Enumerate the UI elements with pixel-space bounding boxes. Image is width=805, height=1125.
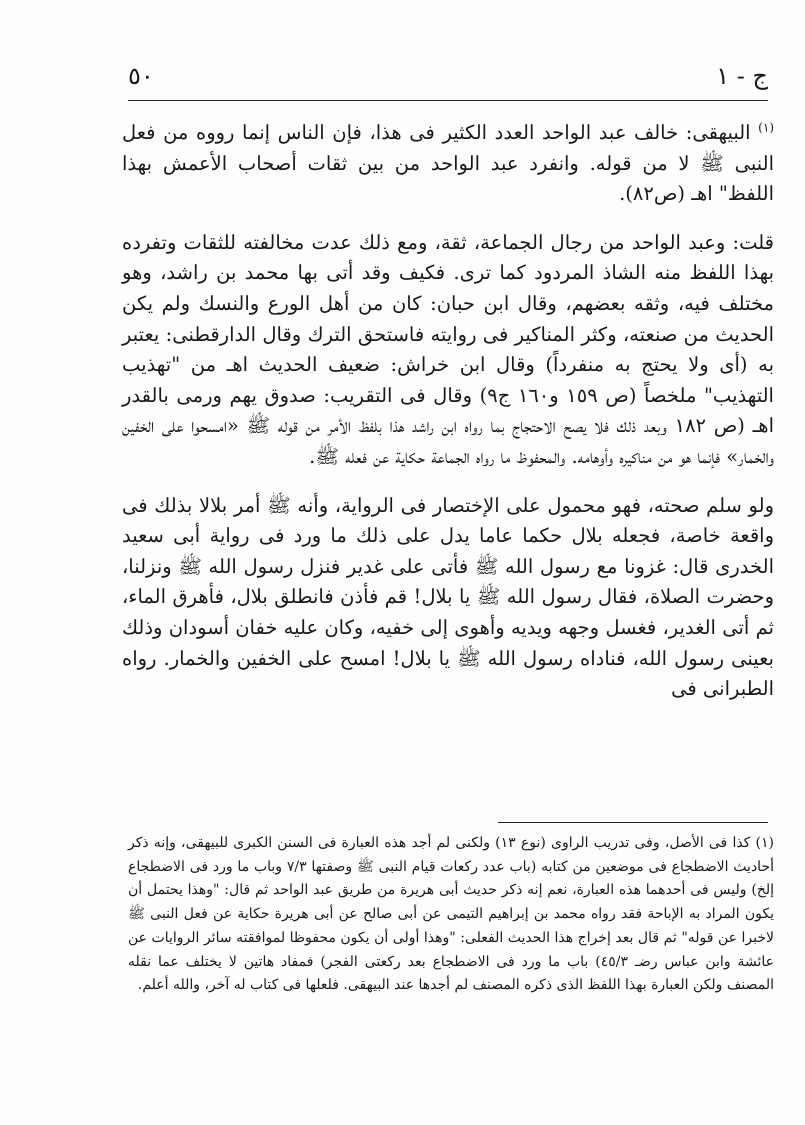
header-rule (128, 100, 768, 101)
footnotes (128, 832, 774, 998)
paragraph-3: ولو سلم صحته، فهو محمول على الإختصار فى الرواية، وأنه ﷺ أمر بلالا بذلك فى واقعة خاصة، فجعله بلال حكما عاما يدل على ذلك ما ورد فى رواية أبى سعيد الخدرى قال: غزونا مع رسول الله ﷺ فأتى على غدير فنزل رسول الله ﷺ ونزلنا، وحضرت الصلاة، فقال رسول الله ﷺ يا بلال! قم فأذن فانطلق بلال، فأهرق الماء، ثم أتى الغدير، فغسل وجهه ويديه وأهوى إلى خفيه، وكان عليه خفان أسودان وذلك بعينى رسول الله، فناداه رسول الله ﷺ يا بلال! امسح على الخفين والخمار. رواه الطبرانى فى (122, 493, 774, 701)
footnote-1: (١) كذا فى الأصل، وفى تدريب الراوى (نوع ١٣) ولكنى لم أجد هذه العبارة فى السنن الكبرى للبيهقى، وإنه ذكر أحاديث الاضطجاع فى موضعين من كتابه (باب عدد ركعات قيام النبى ﷺ وصفتها ٧/٣ وباب ما ورد فى الاضطجاع إلخ) وليس فى أحدهما هذه العبارة، نعم إنه ذكر حديث أبى هريرة من طريق عبد الواحد ثم قال: "وهذا يحتمل أن يكون المراد به الإباحة فقد رواه محمد بن إبراهيم التيمى عن أبى صالح عن أبى هريرة حكاية عن فعل النبى ﷺ لاخبرا عن قوله" ثم قال بعد إخراج هذا الحديث الفعلى: "وهذا أولى أن يكون محفوظا لموافقته سائر الروايات عن عائشة وابن عباس رضـ ٤٥/٣) باب ما ورد فى الاضطجاع بعد ركعتى الفجر) فمفاد هاتين لا يختلف عما نقله المصنف ولكن العبارة بهذا اللفظ الذى ذكره المصنف لم أجدها عند البيهقى. فلعلها فى كتاب له آخر، والله أعلم. (128, 835, 775, 994)
paragraph-1-text: البيهقى: خالف عبد الواحد العدد الكثير فى هذا، فإن الناس إنما رووه من فعل النبى ﷺ لا من قوله. وانفرد عبد الواحد من بين ثقات أصحاب الأعمش بهذا اللفظ" اهـ (ص٨٢). (122, 121, 774, 206)
main-text (122, 118, 774, 705)
footnote-rule (498, 822, 768, 823)
paragraph-1 (122, 118, 774, 210)
volume-label: ج - ١ (716, 62, 768, 90)
page-number: ٥٠ (128, 62, 154, 90)
page-header (128, 62, 768, 98)
footnote-reference: (١) (758, 120, 774, 135)
paragraph-2: قلت: وعبد الواحد من رجال الجماعة، ثقة، ومع ذلك عدت مخالفته للثقات وتفرده بهذا اللفظ منه الشاذ المردود كما ترى. فكيف وقد أتى بها محمد بن راشد، وهو مختلف فيه، وثقه بعضهم، وقال ابن حبان: كان من أهل الورع والنسك ولم يكن الحديث من صنعته، وكثر المناكير فى روايته فاستحق الترك وقال الدارقطنى: يعتبر به (أى ولا يحتج به منفرداً) وقال ابن خراش: ضعيف الحديث اهـ من "تهذيب التهذيب" ملخصاً (ص ١٥٩ و١٦٠ ج٩) وقال فى التقريب: صدوق يهم ورمى بالقدر اهـ (ص ١٨٢ وبعد ذلك فلا يصح الاحتجاج بما رواه ابن راشد هذا بلفظ الأمر من قوله ﷺ «امسحوا على الخفين والخمار» فإنما هو من مناكيره وأوهامه. والمحفوظ ما رواه الجماعة حكاية عن فعله ﷺ. (122, 230, 774, 468)
